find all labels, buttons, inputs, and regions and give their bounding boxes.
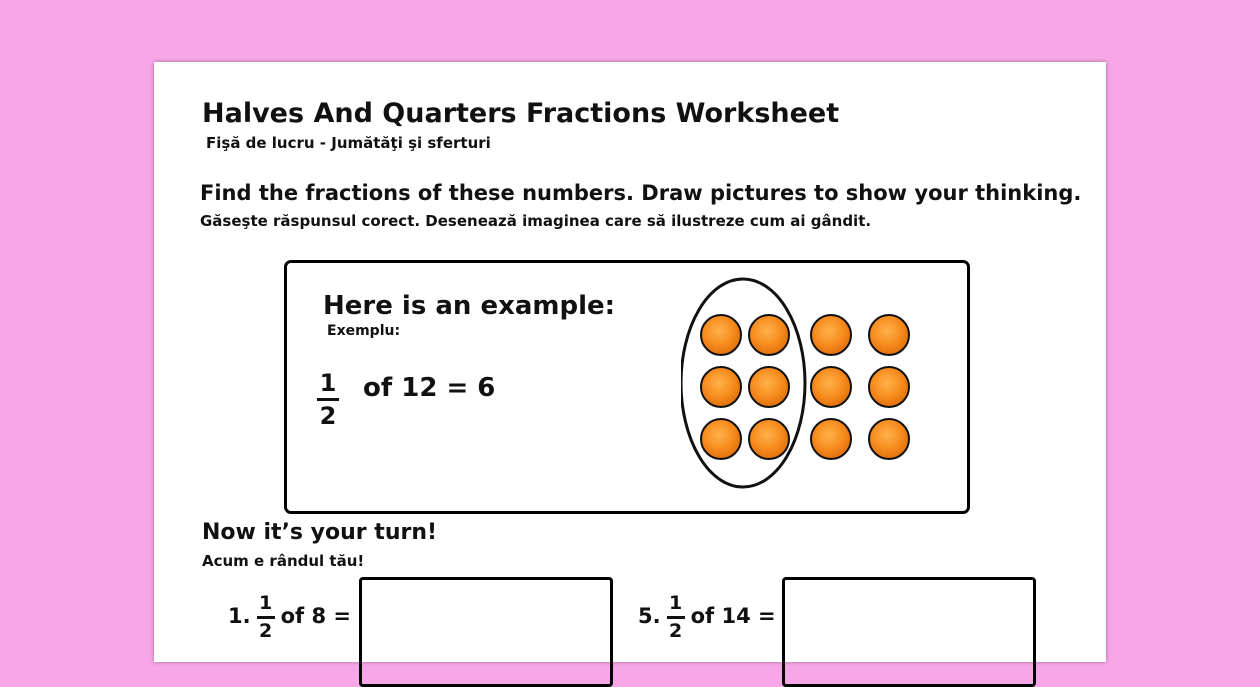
example-numerator: 1 (319, 369, 337, 397)
fraction-bar (257, 616, 275, 619)
counter (749, 419, 789, 459)
example-fraction (317, 371, 339, 428)
your-turn-heading-ro: Acum e rândul tău! (202, 552, 365, 570)
counter (811, 367, 851, 407)
question-fraction (667, 594, 685, 641)
counter (701, 367, 741, 407)
worksheet-subtitle: Fişă de lucru - Jumătăţi şi sferturi (206, 134, 491, 152)
counter (701, 419, 741, 459)
counter (749, 315, 789, 355)
question-fraction (257, 594, 275, 641)
answer-box-1[interactable] (359, 577, 613, 687)
answer-box-5[interactable] (782, 577, 1036, 687)
example-denominator: 2 (319, 402, 337, 430)
fraction-bar (667, 616, 685, 619)
instruction-text-ro: Găseşte răspunsul corect. Desenează imaginea care să ilustreze cum ai gândit. (200, 212, 872, 230)
your-turn-heading: Now it’s your turn! (202, 520, 438, 545)
question-5 (638, 594, 776, 641)
question-number: 1. (228, 604, 251, 628)
instruction-text: Find the fractions of these numbers. Draw pictures to show your thinking. (200, 181, 1082, 205)
question-numerator: 1 (668, 592, 683, 614)
question-denominator: 2 (258, 620, 273, 642)
question-numerator: 1 (258, 592, 273, 614)
fraction-bar (317, 398, 339, 401)
worksheet-title: Halves And Quarters Fractions Worksheet (202, 98, 840, 129)
question-text: of 14 = (690, 604, 776, 628)
counter (869, 315, 909, 355)
question-text: of 8 = (280, 604, 351, 628)
example-heading: Here is an example: (323, 291, 616, 321)
counter (869, 419, 909, 459)
question-1 (228, 594, 351, 641)
counter (869, 367, 909, 407)
example-box (284, 260, 970, 514)
example-heading-ro: Exemplu: (327, 323, 401, 339)
counters-illustration (681, 275, 941, 495)
counter (701, 315, 741, 355)
question-denominator: 2 (668, 620, 683, 642)
counter (749, 367, 789, 407)
counter (811, 419, 851, 459)
worksheet-page (154, 62, 1106, 662)
question-number: 5. (638, 604, 661, 628)
counter (811, 315, 851, 355)
example-expression: of 12 = 6 (363, 373, 496, 403)
